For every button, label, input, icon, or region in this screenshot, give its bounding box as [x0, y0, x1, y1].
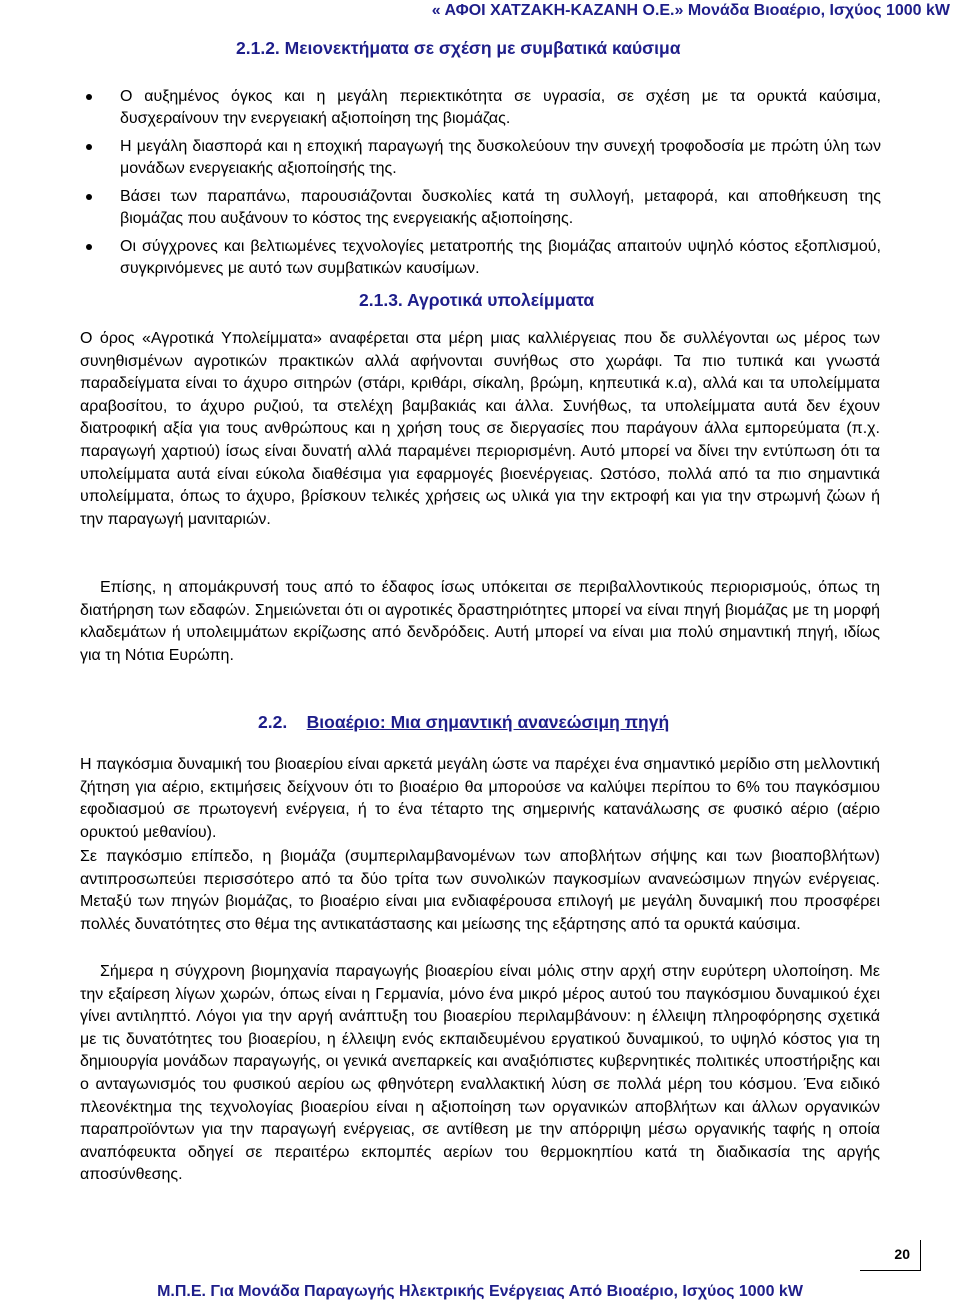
- section-heading-2-1-2: 2.1.2. Μειονεκτήματα σε σχέση με συμβατικά καύσιμα: [236, 38, 681, 58]
- paragraph-agricultural-residues: Ο όρος «Αγροτικά Υπολείμματα» αναφέρεται στα μέρη μιας καλλιέργειας που δε συλλέγονται ως μέρος των συνηθισμένων αγροτικών πρακτικών αλλά αφήνονται συνήθως στο χωράφι. Τα πιο τυπικά και γνωστά παραδείγματα είναι το άχυρο σιτηρών (στάρι, κριθάρι, σίκαλη, βρώμη, κηπευτικά κ.α), αλλά και τα υπολείμματα αραβοσίτου, το άχυρο ρυζιού, τα στελέχη βαμβακιάς και άλλα. Συνήθως, τα υπολείμματα αυτά δεν έχουν διατροφική αξία για τους ανθρώπους και η χρήση τους σε διεργασίες που παράγουν άλλα εμπορεύματα (π.χ. παραγωγή χαρτιού) ίσως είναι δυνατή αλλά παραμένει περιορισμένη. Αυτό μπορεί να δίνει την εντύπωση ότι τα υπολείμματα αυτά είναι εύκολα διαθέσιμα για εφαρμογές βιοενέργειας. Ωστόσο, πολλά από τα πιο σημαντικά υπολείμματα, όπως το άχυρο, βρίσκουν τελικές χρήσεις ως υλικά για την εκτροφή και για την στρωμνή ζώων ή την παραγωγή μανιταριών.: [80, 330, 880, 528]
- page-header: « ΑΦΟΙ ΧΑΤΖΑΚΗ-ΚΑΖΑΝΗ Ο.Ε.» Μονάδα Βιοαέριο, Ισχύος 1000 kW: [431, 2, 950, 19]
- bullet-icon: [86, 194, 92, 200]
- section-heading-2-1-3: 2.1.3. Αγροτικά υπολείμματα: [359, 290, 595, 310]
- list-item: Βάσει των παραπάνω, παρουσιάζονται δυσκολίες κατά τη συλλογή, μεταφορά, και αποθήκευση της βιομάζας που αυξάνουν το κόστος της ενεργειακής αξιοποίησης.: [102, 186, 881, 230]
- list-item: Οι σύγχρονες και βελτιωμένες τεχνολογίες μετατροπής της βιομάζας απαιτούν υψηλό κόστος εξοπλισμού, συγκρινόμενες με αυτό των συμβατικών καυσίμων.: [102, 236, 881, 280]
- list-item: Η μεγάλη διασπορά και η εποχική παραγωγή της δυσκολεύουν την συνεχή τροφοδοσία με πρώτη ύλη των μονάδων ενεργειακής αξιοποίησής της.: [102, 136, 881, 180]
- paragraph-biomass-share: Σε παγκόσμιο επίπεδο, η βιομάζα (συμπεριλαμβανομένων των αποβλήτων σήψης και των βιοαποβλήτων) αντιπροσωπεύει περισσότερο από τα δύο τρίτα των συνολικών παγκοσμίων ανανεώσιμων πηγών ενέργειας. Μεταξύ των πηγών βιομάζας, το βιοαέριο είναι μια ενδιαφέρουσα επιλογή με μεγάλη δυναμική που προσφέρει πολλές δυνατότητες στο θέμα της αντικατάστασης και μείωσης της εξάρτησης από τα ορυκτά καύσιμα.: [80, 848, 880, 933]
- bullet-icon: [86, 144, 92, 150]
- paragraph-removal-restrictions: Επίσης, η απομάκρυνσή τους από το έδαφος ίσως υπόκειται σε περιβαλλοντικούς περιορισμούς, όπως τη διατήρηση των εδαφών. Σημειώνεται ότι οι αγροτικές δραστηριότητες μπορεί να είναι πηγή βιομάζας με τη μορφή κλαδεμάτων ή υπολειμμάτων εκρίζωσης από δενδρόδεις. Αυτή μπορεί να είναι μια πολύ σημαντική πηγή, ιδίως για τη Νότια Ευρώπη.: [80, 579, 880, 664]
- bullet-icon: [86, 94, 92, 100]
- paragraph-industry-today: Σήμερα η σύγχρονη βιομηχανία παραγωγής βιοαερίου είναι μόλις στην αρχή στην ευρύτερη υλοποίηση. Με την εξαίρεση λίγων χωρών, όπως είναι η Γερμανία, μόνο ένα μικρό μέρος αυτού του παγκόσμιου δυναμικού έχει γίνει αντιληπτό. Λόγοι για την αργή ανάπτυξη του βιοαερίου περιλαμβάνουν: η έλλειψη πληροφόρησης σχετικά με τις δυνατότητες του βιοαερίου, η έλλειψη ενός εκπαιδευμένου εργατικού δυναμικού, το υψηλό κόστος για τη δημιουργία μονάδων παραγωγής, οι γενικά ανεπαρκείς και αναξιόπιστες κυβερνητικές πολιτικές υποστήριξης και ο ανταγωνισμός του φυσικού αερίου ως φθηνότερη εναλλακτική λύση σε πολλά μέρη του κόσμου. Ένα ειδικό πλεονέκτημα της τεχνολογίας βιοαερίου είναι η αξιοποίηση των οργανικών αποβλήτων και άλλων οργανικών παραπροϊόντων για την παραγωγή ενέργειας, σε αντίθεση με την απόρριψη μέσω οργανικής ταφής η οποία αναπόφευκτα οδηγεί σε περαιτέρω εκπομπές αερίων του θερμοκηπίου κατά τη διαδικασία της αργής αποσύνθεσης.: [80, 963, 880, 1184]
- page-footer: Μ.Π.Ε. Για Μονάδα Παραγωγής Ηλεκτρικής Ενέργειας Από Βιοαέριο, Ισχύος 1000 kW: [157, 1283, 803, 1300]
- disadvantages-list: [102, 86, 881, 286]
- section-heading-2-2: 2.2. Βιοαέριο: Μια σημαντική ανανεώσιμη πηγή: [258, 712, 670, 732]
- page-number: 20: [894, 1246, 910, 1262]
- page-number-box: [860, 1240, 921, 1271]
- paragraph-global-potential: Η παγκόσμια δυναμική του βιοαερίου είναι αρκετά μεγάλη ώστε να παρέχει ένα σημαντικό μερίδιο στη μελλοντική ζήτηση για αέριο, εκτιμήσεις δείχνουν ότι το βιοαέριο θα μπορούσε να καλύψει περίπου το 6% του παγκόσμιου εφοδιασμού σε πρωτογενή ενέργεια, ή το ένα τέταρτο της σημερινής κατανάλωσης σε φυσικό αέριο (αέριο ορυκτού μεθανίου).: [80, 756, 880, 841]
- bullet-icon: [86, 244, 92, 250]
- list-item: Ο αυξημένος όγκος και η μεγάλη περιεκτικότητα σε υγρασία, σε σχέση με τα ορυκτά καύσιμα, δυσχεραίνουν την ενεργειακή αξιοποίηση της βιομάζας.: [102, 86, 881, 130]
